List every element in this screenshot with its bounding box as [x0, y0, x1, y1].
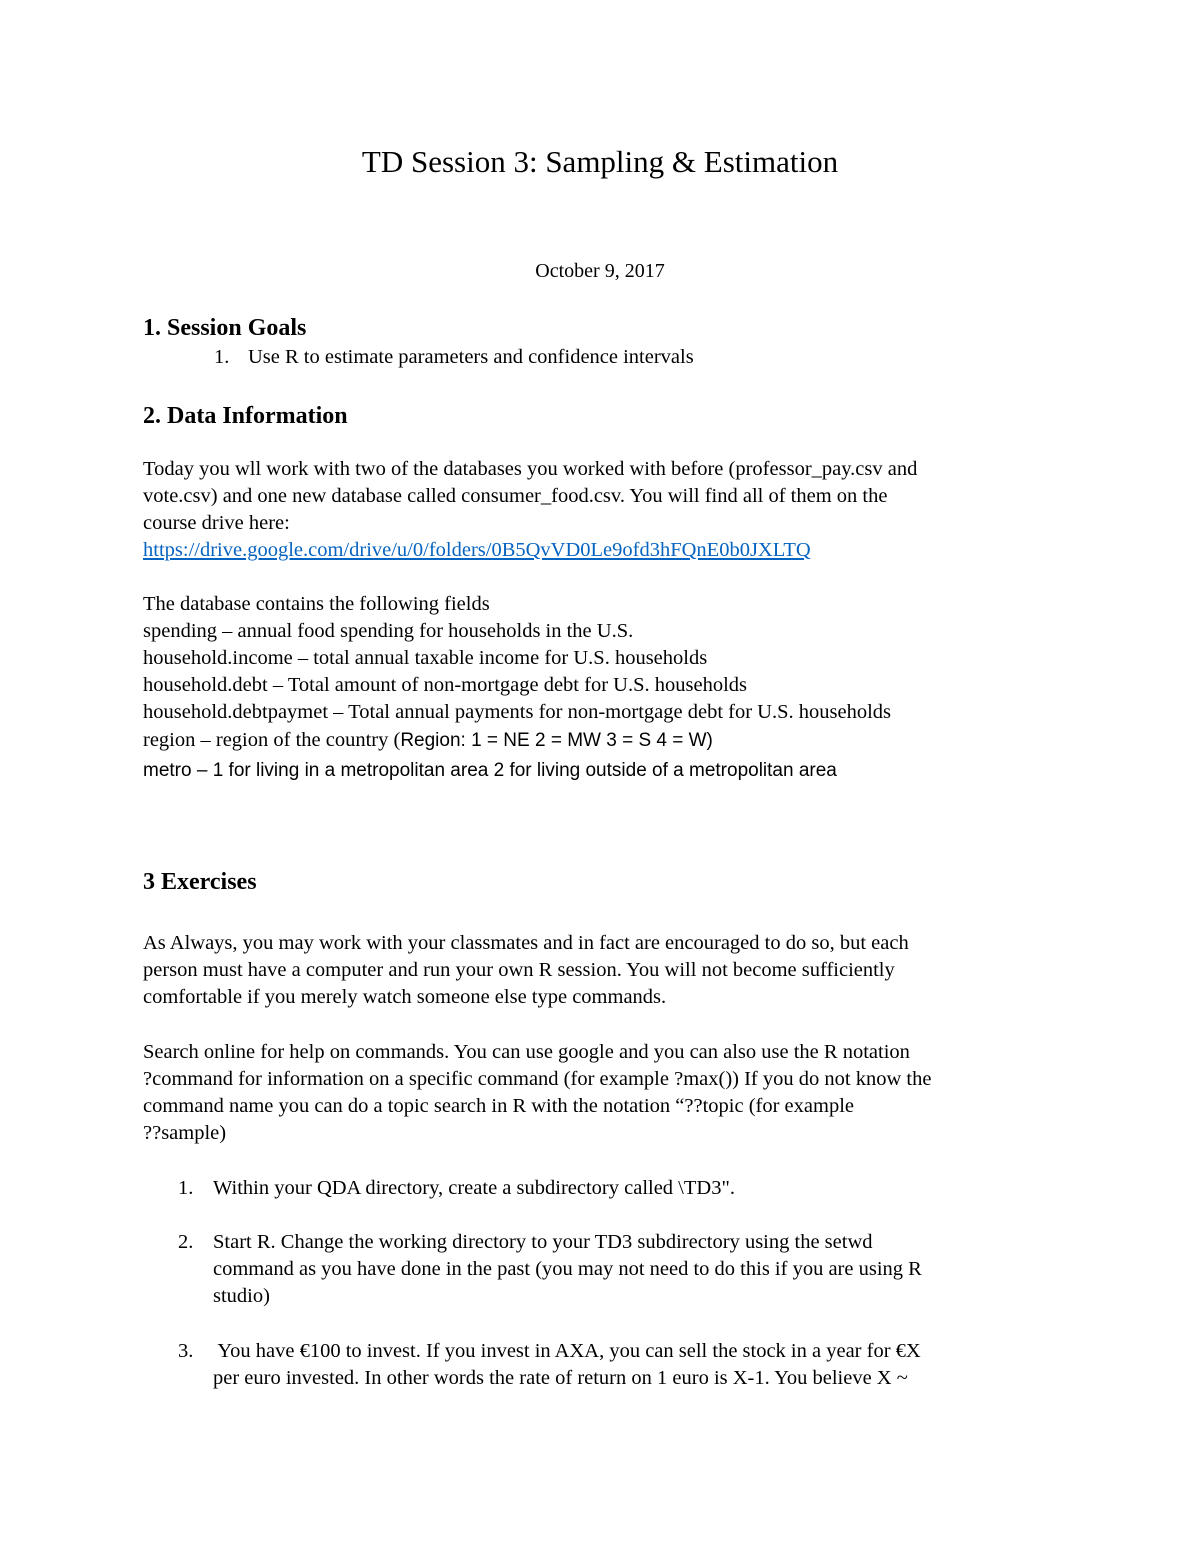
exercises-para1-line-3: comfortable if you merely watch someone else type commands. [143, 986, 667, 1008]
field-household-debtpayment: household.debtpaymet – Total annual payments for non-mortgage debt for U.S. households [143, 701, 891, 723]
course-drive-link[interactable]: https://drive.google.com/drive/u/0/folders/0B5QvVD0Le9ofd3hFQnE0b0JXLTQ [143, 539, 811, 561]
document-title: TD Session 3: Sampling & Estimation [361, 144, 839, 179]
data-intro-line-3: course drive here: [143, 512, 290, 534]
field-household-debt: household.debt – Total amount of non-mortgage debt for U.S. households [143, 674, 747, 696]
field-metro: metro – 1 for living in a metropolitan area 2 for living outside of a metropolitan area [143, 760, 837, 781]
exercises-para2-line-3: command name you can do a topic search in R with the notation “??topic (for example [143, 1095, 854, 1117]
exercise-2-line-2: command as you have done in the past (you may not need to do this if you are using R [213, 1258, 922, 1280]
field-region [143, 727, 713, 754]
field-spending: spending – annual food spending for households in the U.S. [143, 620, 634, 642]
field-household-income: household.income – total annual taxable income for U.S. households [143, 647, 708, 669]
exercise-1-number: 1. [178, 1177, 194, 1199]
goal-item-1-text: Use R to estimate parameters and confidence intervals [248, 346, 694, 368]
goal-item-1-number: 1. [214, 346, 230, 368]
exercise-3-number: 3. [178, 1340, 194, 1362]
field-region-codes: Region: 1 = NE 2 = MW 3 = S 4 = W) [400, 730, 713, 751]
exercises-para1-line-1: As Always, you may work with your classmates and in fact are encouraged to do so, but each [143, 932, 909, 954]
exercises-para1-line-2: person must have a computer and run your own R session. You will not become sufficiently [143, 959, 895, 981]
data-intro-line-1: Today you wll work with two of the databases you worked with before (professor_pay.csv and [143, 458, 918, 480]
field-region-prefix: region – region of the country ( [143, 729, 401, 751]
exercise-1-line-1: Within your QDA directory, create a subdirectory called \TD3". [213, 1177, 735, 1199]
data-intro-line-2: vote.csv) and one new database called consumer_food.csv. You will find all of them on the [143, 485, 888, 507]
section-1-heading: 1. Session Goals [143, 315, 307, 341]
exercise-2-line-1: Start R. Change the working directory to your TD3 subdirectory using the setwd [213, 1231, 873, 1253]
exercise-2-line-3: studio) [213, 1285, 270, 1307]
exercise-2-number: 2. [178, 1231, 194, 1253]
section-2-heading: 2. Data Information [143, 403, 348, 429]
exercises-para2-line-2: ?command for information on a specific command (for example ?max()) If you do not know the [143, 1068, 932, 1090]
section-3-heading: 3 Exercises [143, 869, 257, 895]
exercises-para2-line-4: ??sample) [143, 1122, 227, 1144]
document-date: October 9, 2017 [535, 260, 665, 282]
exercise-3-line-1: You have €100 to invest. If you invest in AXA, you can sell the stock in a year for €X [213, 1340, 921, 1362]
exercise-3-line-2: per euro invested. In other words the rate of return on 1 euro is X-1. You believe X ~ [213, 1367, 908, 1389]
fields-intro: The database contains the following fields [143, 593, 490, 615]
exercises-para2-line-1: Search online for help on commands. You can use google and you can also use the R notation [143, 1041, 910, 1063]
